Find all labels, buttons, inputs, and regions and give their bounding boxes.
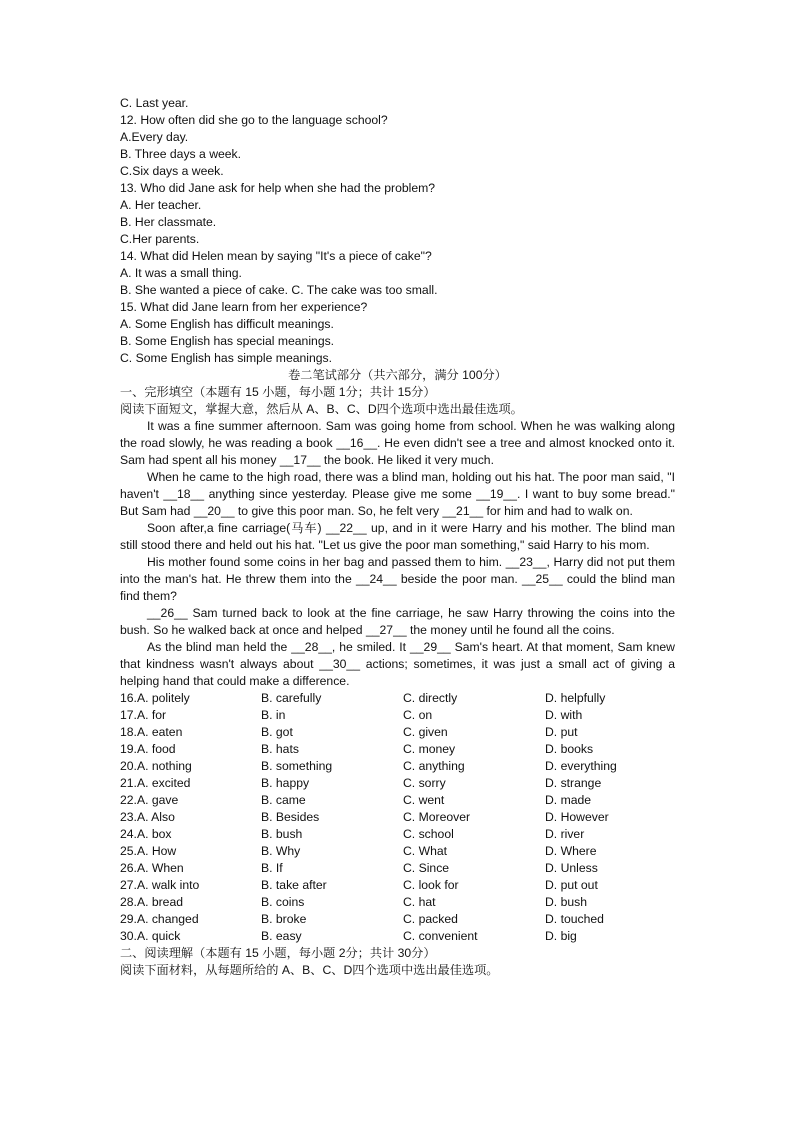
option-d: D. river: [545, 827, 585, 841]
option-row: [120, 860, 675, 877]
option-a: 25.A. How: [120, 844, 177, 858]
option-line: B. She wanted a piece of cake. C. The cake was too small.: [120, 283, 438, 297]
option-row: [120, 911, 675, 928]
option-b: B. easy: [261, 929, 302, 943]
option-c: C. convenient: [403, 929, 478, 943]
passage-paragraph: When he came to the high road, there was a blind man, holding out his hat. The poor man said, "I haven't __18__ anything since yesterday. Please give me some __19__. I want to buy some bread." But Sam had __20__ to give this poor man. So, he felt very __21__ for him and had to walk on.: [120, 470, 675, 518]
option-d: D. put out: [545, 878, 598, 892]
option-d: D. touched: [545, 912, 604, 926]
option-a: 27.A. walk into: [120, 878, 200, 892]
option-line: C.Her parents.: [120, 232, 200, 246]
question-14: 14. What did Helen mean by saying "It's a piece of cake"?: [120, 249, 432, 263]
option-c: C. packed: [403, 912, 458, 926]
option-row: [120, 843, 675, 860]
passage-paragraph: His mother found some coins in her bag and passed them to him. __23__, Harry did not put them into the man's hat. He threw them into the __24__ beside the poor man. __25__ could the blind man find them?: [120, 555, 675, 603]
option-row: [120, 928, 675, 945]
option-a: 20.A. nothing: [120, 759, 192, 773]
option-line: A. Her teacher.: [120, 198, 202, 212]
option-a: 19.A. food: [120, 742, 176, 756]
option-line: C.Six days a week.: [120, 164, 224, 178]
option-d: D. helpfully: [545, 691, 606, 705]
option-line: A.Every day.: [120, 130, 189, 144]
option-a: 29.A. changed: [120, 912, 199, 926]
option-row: [120, 877, 675, 894]
option-row: [120, 707, 675, 724]
option-b: B. in: [261, 708, 286, 722]
option-c: C. Moreover: [403, 810, 471, 824]
option-b: B. take after: [261, 878, 327, 892]
option-row: [120, 826, 675, 843]
option-a: 23.A. Also: [120, 810, 175, 824]
option-c: C. given: [403, 725, 448, 739]
option-b: B. came: [261, 793, 306, 807]
passage-paragraph: __26__ Sam turned back to look at the fine carriage, he saw Harry throwing the coins into the bush. So he walked back at once and helped __27__ the money until he found all the coins.: [120, 606, 675, 637]
option-row: [120, 809, 675, 826]
part2-instruction: 阅读下面材料，从每题所给的 A、B、C、D四个选项中选出最佳选项。: [120, 963, 499, 977]
passage-paragraph: It was a fine summer afternoon. Sam was going home from school. When he was walking along the road slowly, he was reading a book __16__. He even didn't see a tree and almost knocked onto it. Sam had spent all his money __17__ the book. He liked it very much.: [120, 419, 675, 467]
option-d: D. Unless: [545, 861, 598, 875]
option-line: C. Some English has simple meanings.: [120, 351, 333, 365]
option-row: [120, 792, 675, 809]
option-b: B. bush: [261, 827, 303, 841]
option-c: C. school: [403, 827, 454, 841]
option-line: B. Her classmate.: [120, 215, 217, 229]
passage-paragraph: Soon after,a fine carriage(马车) __22__ up, and in it were Harry and his mother. The blind man still stood there and held out his hat. "Let us give the poor man something," said Harry to his mom.: [120, 521, 675, 552]
option-c: C. sorry: [403, 776, 446, 790]
option-row: [120, 690, 675, 707]
option-b: B. something: [261, 759, 333, 773]
option-c: C. went: [403, 793, 445, 807]
option-d: D. bush: [545, 895, 588, 909]
section-title: 卷二笔试部分（共六部分，满分 100分）: [288, 368, 507, 382]
option-b: B. If: [261, 861, 283, 875]
option-d: D. with: [545, 708, 583, 722]
option-a: 18.A. eaten: [120, 725, 183, 739]
option-c: C. What: [403, 844, 448, 858]
option-a: 16.A. politely: [120, 691, 190, 705]
option-line: A. Some English has difficult meanings.: [120, 317, 334, 331]
part1-instruction: 阅读下面短文，掌握大意，然后从 A、B、C、D四个选项中选出最佳选项。: [120, 402, 523, 416]
option-b: B. happy: [261, 776, 310, 790]
question-12: 12. How often did she go to the language school?: [120, 113, 388, 127]
option-b: B. Why: [261, 844, 301, 858]
option-d: D. put: [545, 725, 578, 739]
option-d: D. everything: [545, 759, 617, 773]
option-a: 21.A. excited: [120, 776, 191, 790]
option-a: 24.A. box: [120, 827, 172, 841]
option-row: [120, 741, 675, 758]
option-a: 30.A. quick: [120, 929, 181, 943]
option-c: C. money: [403, 742, 456, 756]
question-13: 13. Who did Jane ask for help when she had the problem?: [120, 181, 436, 195]
option-b: B. got: [261, 725, 293, 739]
option-row: [120, 724, 675, 741]
option-c: C. anything: [403, 759, 465, 773]
cloze-options: [120, 690, 675, 945]
option-d: D. Where: [545, 844, 597, 858]
option-row: [120, 775, 675, 792]
option-row: [120, 894, 675, 911]
option-b: B. broke: [261, 912, 307, 926]
option-b: B. hats: [261, 742, 299, 756]
option-line: B. Three days a week.: [120, 147, 242, 161]
option-c: C. on: [403, 708, 433, 722]
option-c: C. Since: [403, 861, 450, 875]
exam-page: [120, 95, 675, 979]
cloze-passage: [120, 418, 675, 690]
question-15: 15. What did Jane learn from her experience?: [120, 300, 368, 314]
option-d: D. strange: [545, 776, 602, 790]
option-b: B. Besides: [261, 810, 320, 824]
option-a: 28.A. bread: [120, 895, 184, 909]
option-d: D. books: [545, 742, 594, 756]
option-d: D. However: [545, 810, 609, 824]
option-c: C. look for: [403, 878, 459, 892]
option-line: B. Some English has special meanings.: [120, 334, 335, 348]
option-a: 17.A. for: [120, 708, 167, 722]
part1-heading: 一、完形填空（本题有 15 小题，每小题 1分；共计 15分）: [120, 385, 436, 399]
text-line: C. Last year.: [120, 96, 189, 110]
option-d: D. big: [545, 929, 577, 943]
option-b: B. carefully: [261, 691, 322, 705]
option-a: 22.A. gave: [120, 793, 179, 807]
option-c: C. directly: [403, 691, 458, 705]
option-line: A. It was a small thing.: [120, 266, 242, 280]
option-c: C. hat: [403, 895, 436, 909]
option-d: D. made: [545, 793, 592, 807]
option-row: [120, 758, 675, 775]
listening-questions: [120, 95, 675, 367]
passage-paragraph: As the blind man held the __28__, he smiled. It __29__ Sam's heart. At that moment, Sam knew that kindness wasn't always about __30__ actions; sometimes, it was just a small act of giving a helping hand that could make a difference.: [120, 640, 675, 688]
part2-heading: 二、阅读理解（本题有 15 小题，每小题 2分；共计 30分）: [120, 946, 436, 960]
option-a: 26.A. When: [120, 861, 184, 875]
option-b: B. coins: [261, 895, 305, 909]
